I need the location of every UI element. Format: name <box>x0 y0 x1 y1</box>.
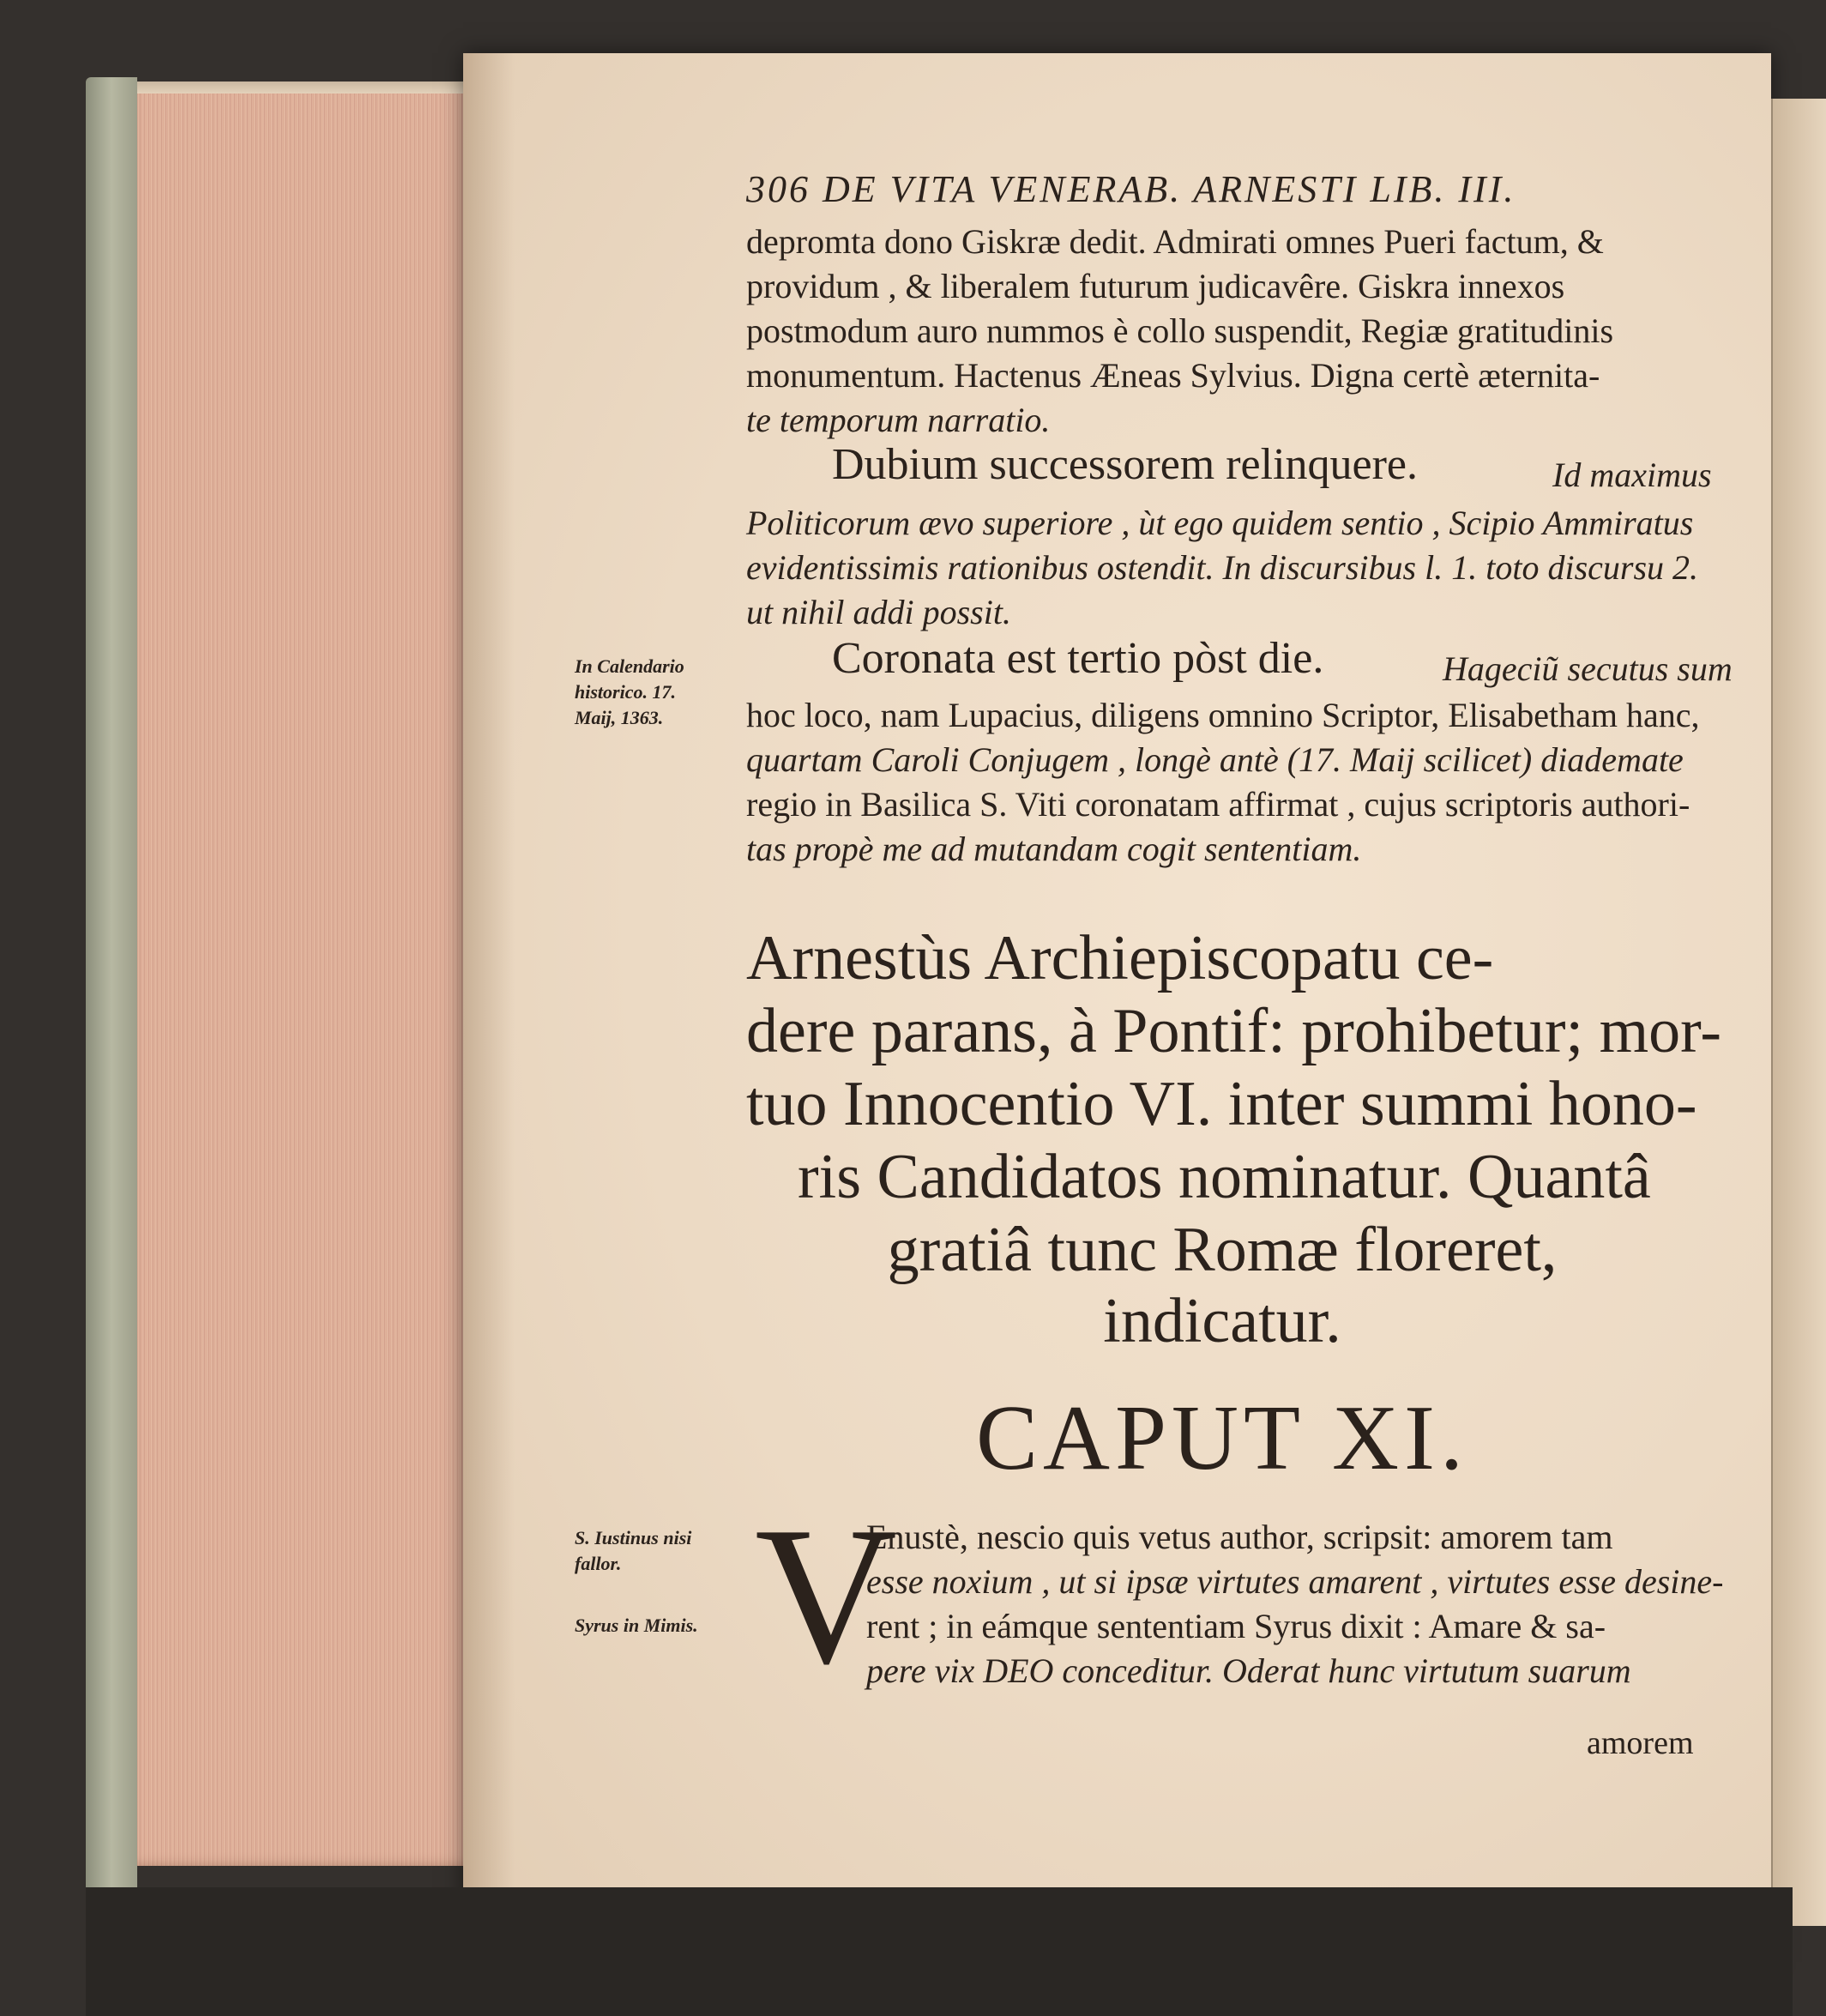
paragraph1-line-2: providum , & liberalem futurum judicavêre. Giskra innexos <box>746 267 1565 305</box>
summary-line-5: gratiâ tunc Romæ floreret, <box>887 1215 1558 1285</box>
chapter-text-line-2: esse noxium , ut si ipsæ virtutes amarent , virtutes esse desine- <box>866 1562 1724 1601</box>
paragraph2-line-1: Id maximus <box>1552 456 1712 494</box>
summary-line-1: Arnestùs Archiepiscopatu ce- <box>746 923 1494 993</box>
paragraph3-line-4: regio in Basilica S. Viti coronatam affirmat , cujus scriptoris authori- <box>746 785 1690 824</box>
running-head: 306 DE VITA VENERAB. ARNESTI LIB. III. <box>746 168 1516 210</box>
paragraph1-line-3: postmodum auro nummos è collo suspendit, Regiæ gratitudinis <box>746 311 1614 350</box>
page-edge-block <box>137 81 476 1866</box>
gutter-shadow <box>463 53 515 1962</box>
chapter-text-line-1: Enustè, nescio quis vetus author, scripsit: amorem tam <box>866 1518 1613 1556</box>
margin-note-iustinus: S. Iustinus nisi fallor. <box>575 1527 692 1574</box>
chapter-text-line-3: rent ; in eámque sententiam Syrus dixit : Amare & sa- <box>866 1607 1606 1645</box>
paragraph2-line-3: evidentissimis rationibus ostendit. In discursibus l. 1. toto discursu 2. <box>746 548 1699 587</box>
dropcap: V <box>755 1486 898 1705</box>
chapter-title: CAPUT XI. <box>975 1387 1469 1489</box>
summary-line-6: indicatur. <box>1103 1286 1341 1356</box>
paragraph2-line-2: Politicorum ævo superiore , ùt ego quidem sentio , Scipio Ammiratus <box>746 504 1694 542</box>
book-cover-edge <box>86 77 137 1896</box>
lemma-dubium: Dubium successorem relinquere. <box>832 440 1419 489</box>
chapter-text-line-4: pere vix DEO conceditur. Oderat hunc virtutum suarum <box>866 1651 1631 1690</box>
paragraph3-line-2: hoc loco, nam Lupacius, diligens omnino Scriptor, Elisabetham hanc, <box>746 696 1700 734</box>
summary-line-3: tuo Innocentio VI. inter summi hono- <box>746 1069 1697 1139</box>
paragraph1-line-4: monumentum. Hactenus Æneas Sylvius. Digna certè æternita- <box>746 356 1600 395</box>
summary-line-2: dere parans, à Pontif: prohibetur; mor- <box>746 996 1721 1066</box>
paragraph3-line-1: Hageciũ secutus sum <box>1443 649 1733 688</box>
paragraph2-line-4: ut nihil addi possit. <box>746 593 1011 631</box>
paragraph1-line-5: te temporum narratio. <box>746 401 1051 439</box>
binding-bottom <box>86 1887 1793 2016</box>
summary-line-4: ris Candidatos nominatur. Quantâ <box>798 1142 1651 1212</box>
paragraph3-line-5: tas propè me ad mutandam cogit sententiam. <box>746 830 1362 868</box>
paragraph1-line-1: depromta dono Giskræ dedit. Admirati omnes Pueri factum, & <box>746 222 1604 261</box>
margin-note-syrus: Syrus in Mimis. <box>575 1615 698 1636</box>
page-edge-top <box>137 81 476 94</box>
paragraph3-line-3: quartam Caroli Conjugem , longè antè (17. Maij scilicet) diademate <box>746 740 1684 779</box>
next-page-edge <box>1771 99 1826 1926</box>
lemma-coronata: Coronata est tertio pòst die. <box>832 634 1324 683</box>
catchword: amorem <box>1587 1725 1694 1761</box>
margin-note-calendario: In Calendario historico. 17. Maij, 1363. <box>575 655 684 728</box>
